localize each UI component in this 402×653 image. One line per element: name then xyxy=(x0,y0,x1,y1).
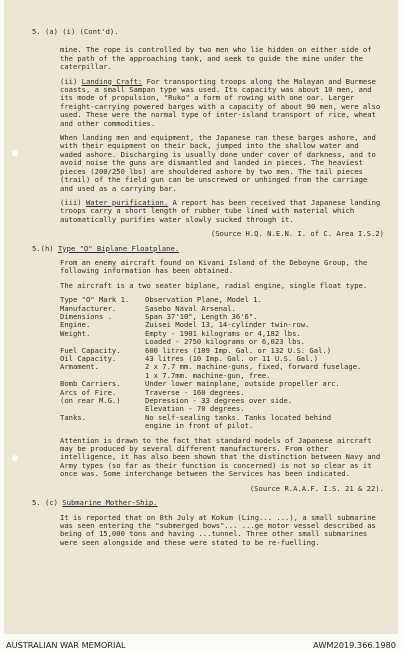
punch-hole xyxy=(12,455,18,461)
spec-value: Loaded - 2750 kilograms or 6,023 lbs. xyxy=(145,337,306,347)
spec-value: 43 litres (10 Imp. Gal. or 11 U.S. Gal.) xyxy=(145,354,319,363)
spec-label: (on rear M.G.) xyxy=(60,396,121,406)
section-title: Type "O" Biplane Floatplane. xyxy=(57,243,180,253)
paragraph: From an enemy aircraft found on Kivani Island of the Deboyne Group, the following information has been obtained. xyxy=(60,257,368,276)
spec-value: Sasebo Naval Arsenal. xyxy=(145,303,236,313)
landing-craft-paragraph xyxy=(32,78,384,128)
spec-label xyxy=(60,422,145,430)
footer-bar xyxy=(0,634,402,653)
spec-value: Span 37'10", Length 36'6". xyxy=(145,311,258,321)
spec-label: Weight. xyxy=(60,328,91,338)
footer-left-label: AUSTRALIAN WAR MEMORIAL xyxy=(6,640,126,650)
spec-value: No self-sealing tanks. Tanks located behind xyxy=(145,412,332,422)
paragraph: The aircraft is a two seater biplane, radial engine, single float type. xyxy=(60,280,368,290)
spec-value: Observation Plane, Model 1. xyxy=(145,295,262,305)
spec-label: Tanks. xyxy=(60,412,86,422)
section-header: 5. (a) (i) (Cont'd). xyxy=(32,27,119,36)
spec-table xyxy=(60,296,384,431)
spec-value: Empty - 1901 kilograms or 4,182 lbs. xyxy=(145,328,301,338)
document-text xyxy=(32,28,384,553)
spec-value: Depression - 33 degrees over side. xyxy=(145,396,293,406)
section-title: Submarine Mother-Ship. xyxy=(62,498,158,508)
spec-label: Manufacturer. xyxy=(60,303,117,313)
spec-value: engine in front of pilot. xyxy=(145,421,254,431)
section-heading xyxy=(32,245,384,253)
item-number: (ii) xyxy=(60,76,78,86)
source-note: (Source H.Q. N.E.N. I. of C. Area I.S.2) xyxy=(210,229,384,239)
spec-value: Under lower mainplane, outside propeller arc. xyxy=(145,379,340,389)
item-title: Water purification. xyxy=(85,197,169,207)
spec-label: Type "O" Mark 1. xyxy=(60,295,130,305)
item-title: Landing Craft: xyxy=(81,76,143,86)
paragraph: When landing men and equipment, the Japanese ran these barges ashore, and with their equipment on their back, jumped into the shallow water and waded ashore. Discharging is usually done under cover of darkness, and to avoid noise the guns are dismantled and landed in pieces. The heaviest pieces (200/250 lbs) are shouldered ashore by two men. The tail pieces (trail) of the field gun can be unscrewed or unhinged from the carriage and used as a carrying bar. xyxy=(60,133,376,193)
source-note: (Source R.A.A.F. I.S. 21 & 22). xyxy=(249,483,384,493)
section-number: 5. (c) xyxy=(32,498,58,508)
punch-hole xyxy=(12,150,18,156)
spec-value: Elevation - 70 degrees. xyxy=(145,404,245,414)
section-number: 5.(h) xyxy=(32,243,54,253)
item-text: For transporting troops along the Malayan and Burmese coasts, a small Sampan type was used. Its capacity was about 10 men, and its mode of propulsion, "Ruko" a form of rowing with one oar. Larger freight-carrying powered barges with a capacity of about 90 men, were also used. These were the normal type of inter-island transport of rice, wheat and other commodities. xyxy=(60,76,381,128)
spec-label: Arcs of Fire. xyxy=(60,387,117,397)
spec-label: Engine. xyxy=(60,320,91,330)
spec-value: 600 litres (109 Imp. Gal. or 132 U.S. Gal.) xyxy=(145,345,332,355)
spec-label: Dimensions . xyxy=(60,311,112,321)
item-number: (iii) xyxy=(60,197,82,207)
paragraph: Attention is drawn to the fact that standard models of Japanese aircraft may be produced by several different manufacturers. From other intelligence, it has also been shown that the distinction between Navy and Army types (so far as their function is concerned) is not so clear as it once was. Some interchange between the Services has been indicated. xyxy=(60,435,381,479)
spec-value: 2 x 7.7 mm. machine-guns, fixed, forward fuselage. xyxy=(145,362,362,372)
spec-value: Zuisei Model 13, 14-cylinder twin-row. xyxy=(145,320,310,330)
spec-label: Oil Capacity. xyxy=(60,354,117,363)
water-purification-paragraph xyxy=(32,199,384,224)
spec-value: Traverse - 160 degrees. xyxy=(145,387,245,397)
footer-right-label: AWM2019.366.1980 xyxy=(313,640,396,650)
spec-label: Bomb Carriers. xyxy=(60,379,121,389)
paragraph: mine. The rope is controlled by two men who lie hidden on either side of the path of the approaching tank, and seek to guide the mine under the caterpillar. xyxy=(60,45,372,72)
spec-label: Fuel Capacity. xyxy=(60,345,121,355)
spec-value: 1 x 7.7mm. machine-gun, free. xyxy=(145,370,271,380)
section-heading xyxy=(32,499,384,507)
item-text: A report has been received that Japanese landing troops carry a short length of rubber tube lined with material which automatically purifies water slowly sucked through it. xyxy=(60,197,381,224)
spec-label: Armament. xyxy=(60,362,99,372)
paragraph: It is reported that on 8th July at Kokum (Ling... ...), a small submarine was seen entering the "submerged bows"... ...ge motor vessel described as being of 15,000 tons and having ...tunnel. Three other small submarines were seen alongside and these were stated to be re-fuelling. xyxy=(60,512,376,547)
